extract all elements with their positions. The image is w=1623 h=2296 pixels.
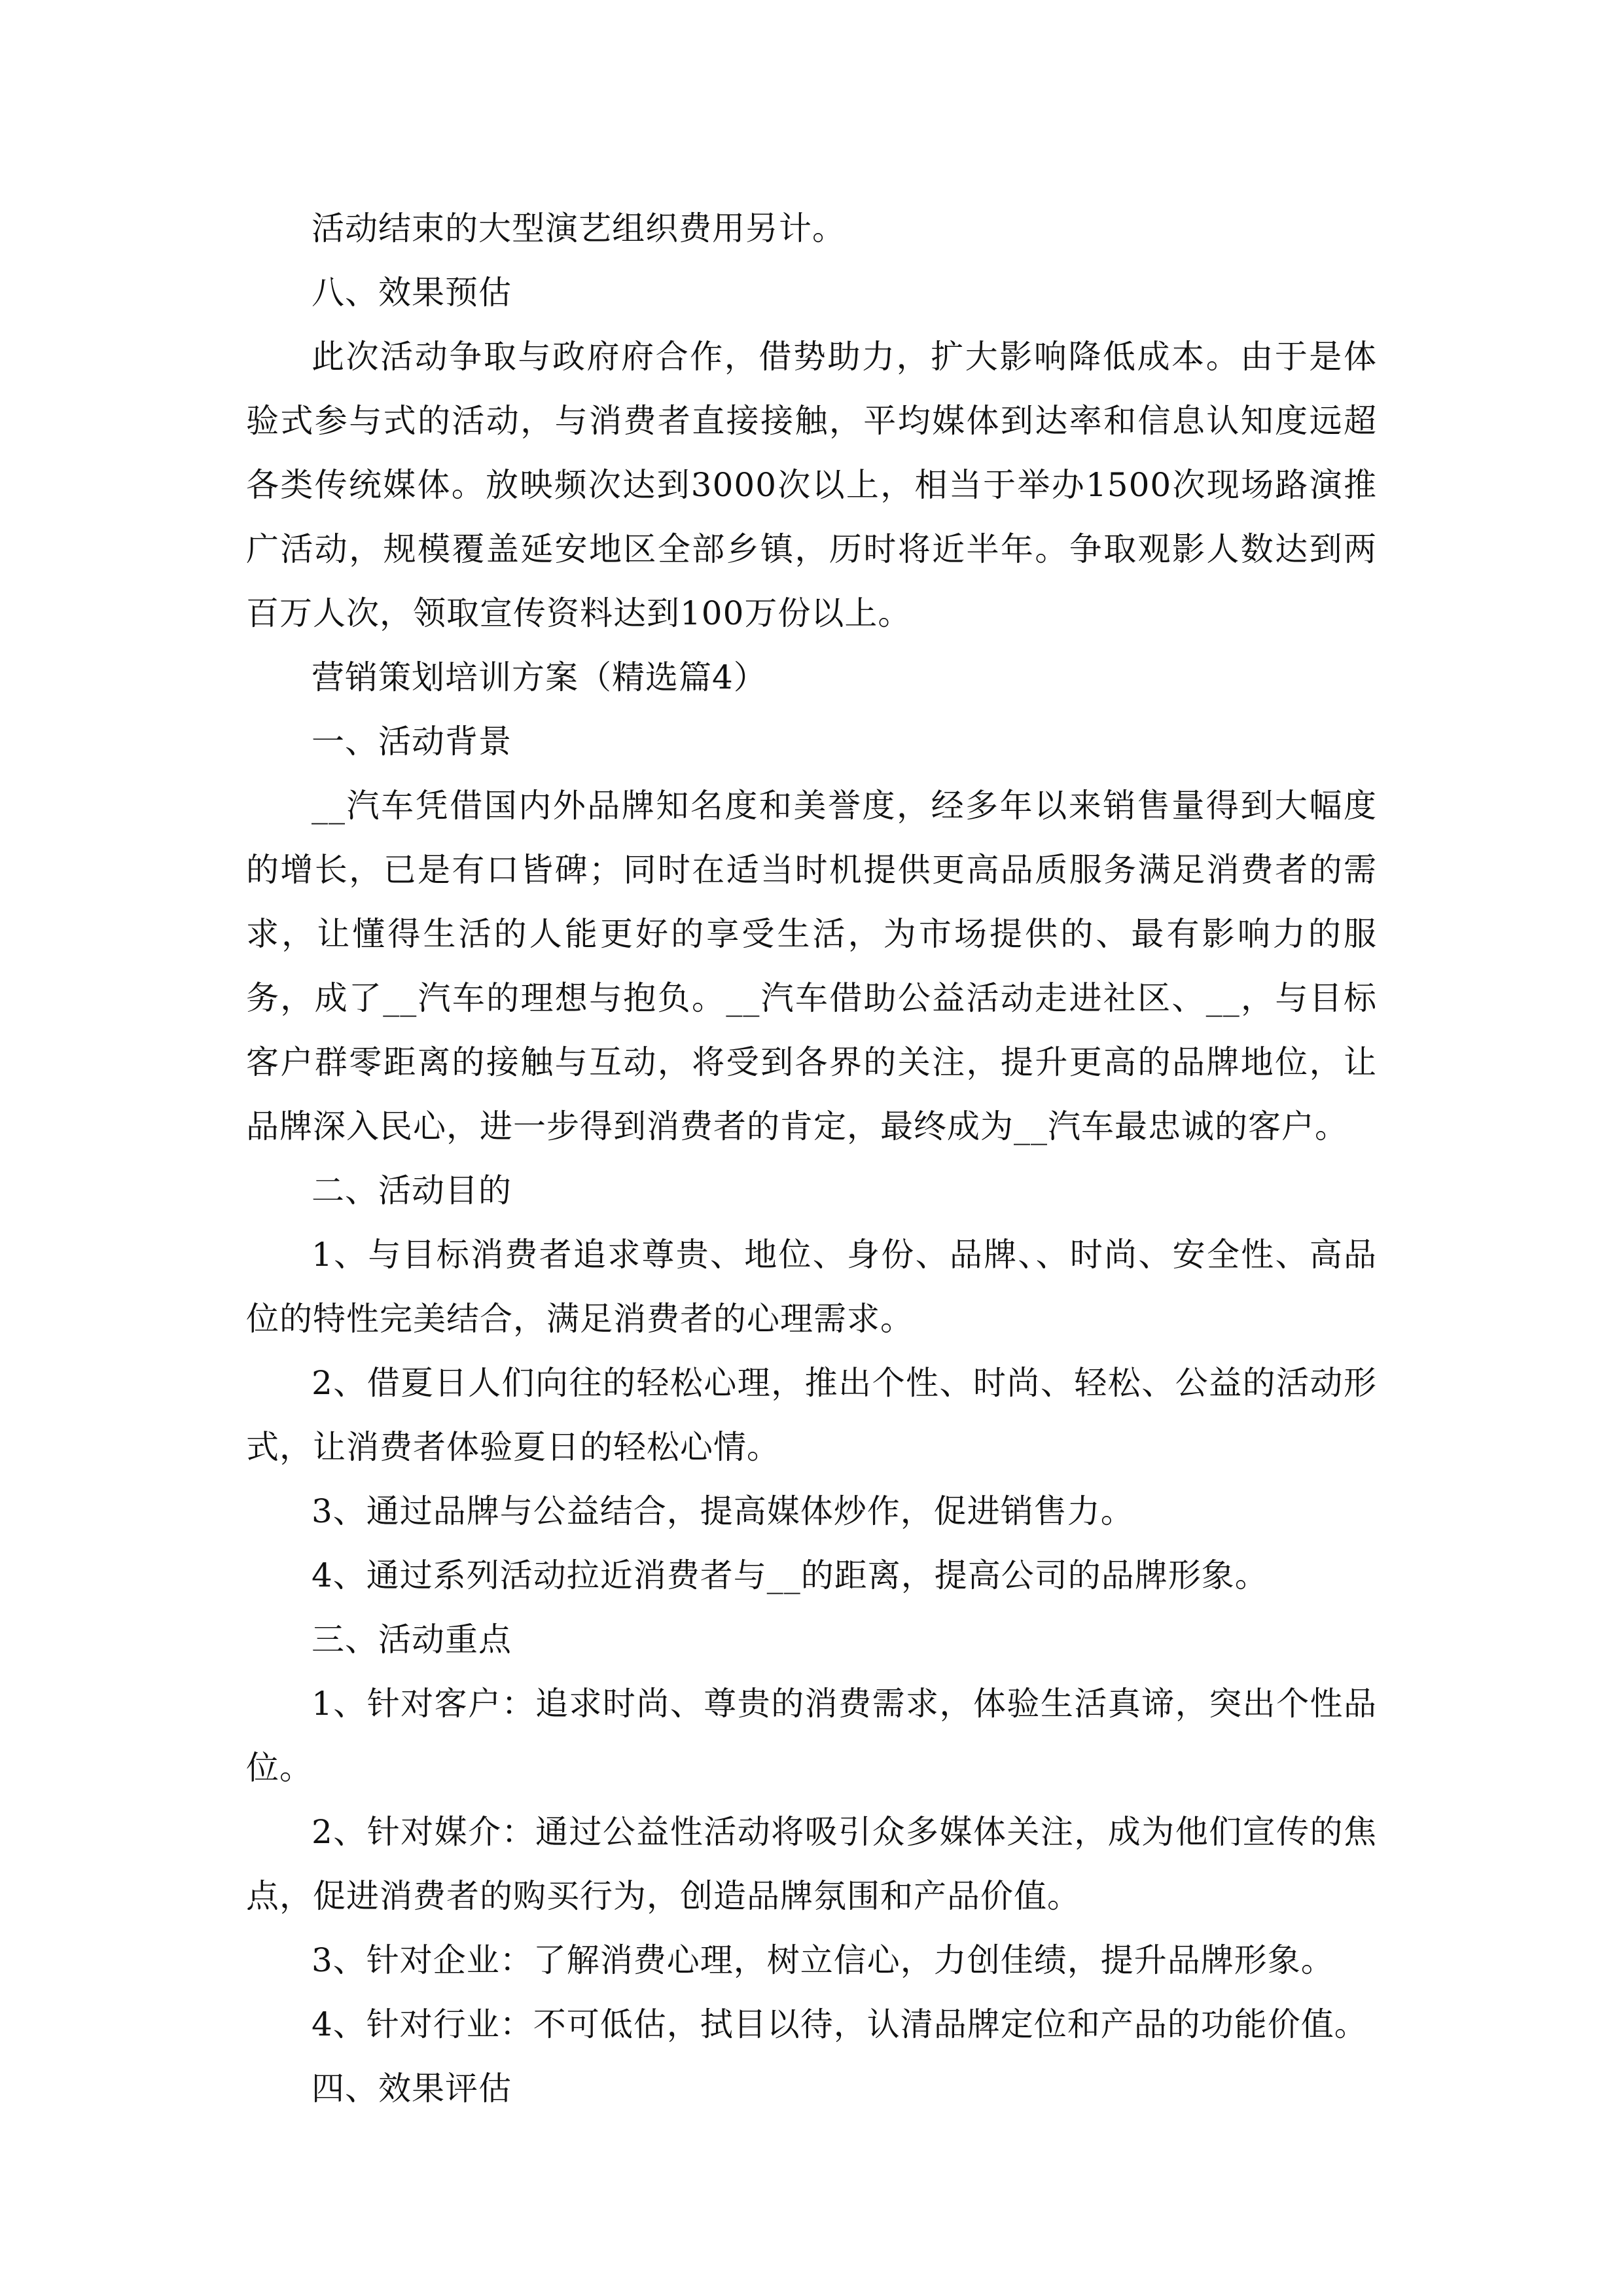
list-item-focus-1: 1、针对客户：追求时尚、尊贵的消费需求，体验生活真谛，突出个性品位。 [246,1685,1377,1787]
list-item-focus-2: 2、针对媒介：通过公益性活动将吸引众多媒体关注，成为他们宣传的焦点，促进消费者的购买行为，创造品牌氛围和产品价值。 [246,1813,1377,1915]
section-heading-background: 一、活动背景 [312,723,512,761]
paragraph-effect-estimate: 此次活动争取与政府府合作，借势助力，扩大影响降低成本。由于是体验式参与式的活动，与消费者直接接触，平均媒体到达率和信息认知度远超各类传统媒体。放映频次达到3000次以上，相当于举办1500次现场路演推广活动，规模覆盖延安地区全部乡镇，历时将近半年。争取观影人数达到两百万人次，领取宣传资料达到100万份以上。 [246,338,1377,632]
list-item-focus-4: 4、针对行业：不可低估，拭目以待，认清品牌定位和产品的功能价值。 [312,2005,1368,2043]
document-title-part4: 营销策划培训方案（精选篇4） [312,658,767,696]
list-item-purpose-2: 2、借夏日人们向往的轻松心理，推出个性、时尚、轻松、公益的活动形式，让消费者体验夏日的轻松心情。 [246,1364,1377,1466]
list-item-purpose-1: 1、与目标消费者追求尊贵、地位、身份、品牌、、时尚、安全性、高品位的特性完美结合，满足消费者的心理需求。 [246,1236,1377,1338]
list-item-purpose-3: 3、通过品牌与公益结合，提高媒体炒作，促进销售力。 [312,1492,1134,1530]
list-item-purpose-4: 4、通过系列活动拉近消费者与__的距离，提高公司的品牌形象。 [312,1556,1268,1594]
section-heading-focus: 三、活动重点 [312,1621,512,1659]
document-page [246,196,1377,2121]
section-heading-purpose: 二、活动目的 [312,1172,512,1210]
paragraph-cost-note: 活动结束的大型演艺组织费用另计。 [312,209,846,247]
section-heading-effect-estimate: 八、效果预估 [312,274,512,312]
list-item-focus-3: 3、针对企业：了解消费心理，树立信心，力创佳绩，提升品牌形象。 [312,1941,1334,1979]
section-heading-evaluation: 四、效果评估 [312,2070,512,2108]
paragraph-background: __汽车凭借国内外品牌知名度和美誉度，经多年以来销售量得到大幅度的增长，已是有口皆碑；同时在适当时机提供更高品质服务满足消费者的需求，让懂得生活的人能更好的享受生活，为市场提供的、最有影响力的服务，成了__汽车的理想与抱负。__汽车借助公益活动走进社区、__，与目标客户群零距离的接触与互动，将受到各界的关注，提升更高的品牌地位，让品牌深入民心，进一步得到消费者的肯定，最终成为__汽车最忠诚的客户。 [246,787,1377,1145]
